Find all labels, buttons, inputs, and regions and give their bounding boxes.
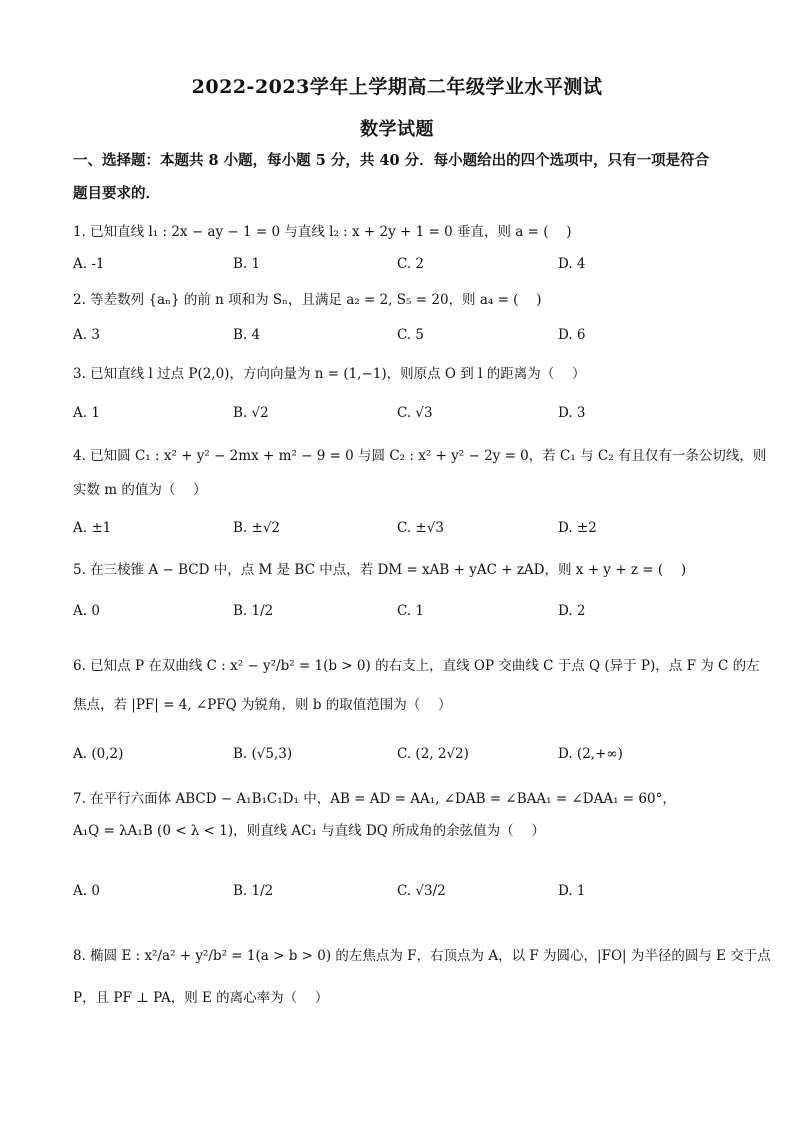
option-b: B. 1/2 [233, 603, 274, 619]
question-7-text-line-2: A₁Q = λA₁B (0 < λ < 1)，则直线 AC₁ 与直线 DQ 所成角的余弦值为（ ） [73, 823, 545, 839]
option-a: A. -1 [73, 256, 105, 272]
question-2-options [73, 327, 723, 349]
option-d: D. 6 [558, 327, 586, 343]
option-a: A. (0,2) [73, 746, 124, 762]
option-d: D. 1 [558, 883, 586, 899]
question-6-text-line-1: 6. 已知点 P 在双曲线 C : x² − y²/b² = 1(b > 0) 的右支上，直线 OP 交曲线 C 于点 Q (异于 P)，点 F 为 C 的左 [73, 658, 760, 674]
question-4 [73, 446, 767, 500]
question-3 [73, 364, 723, 384]
question-1-options [73, 256, 723, 278]
option-c: C. √3/2 [397, 883, 446, 899]
option-b: B. √2 [233, 405, 269, 421]
option-b: B. 1 [233, 256, 261, 272]
option-b: B. ±√2 [233, 520, 281, 536]
exam-subtitle: 数学试题 [360, 119, 434, 140]
question-2 [73, 290, 723, 310]
question-3-text: 3. 已知直线 l 过点 P(2,0)，方向向量为 n = (1,−1)，则原点 O 到 l 的距离为（ ） [73, 366, 586, 382]
option-c: C. 1 [397, 603, 425, 619]
option-d: D. (2,+∞) [558, 746, 623, 762]
question-4-options [73, 520, 723, 542]
question-4-text-line-1: 4. 已知圆 C₁ : x² + y² − 2mx + m² − 9 = 0 与圆 C₂ : x² + y² − 2y = 0，若 C₁ 与 C₂ 有且仅有一条公切线，则 [73, 448, 767, 464]
question-4-text-line-2: 实数 m 的值为（ ） [73, 482, 207, 498]
option-a: A. 1 [73, 405, 100, 421]
question-5-options [73, 603, 723, 625]
question-8 [73, 946, 771, 1008]
option-c: C. (2, 2√2) [397, 746, 469, 762]
question-7-options [73, 883, 723, 905]
question-7 [73, 789, 723, 841]
question-6-options [73, 746, 723, 768]
question-6-text-line-2: 焦点，若 |PF| = 4, ∠PFQ 为锐角，则 b 的取值范围为（ ） [73, 697, 452, 713]
option-a: A. 3 [73, 327, 100, 343]
exam-title: 2022-2023学年上学期高二年级学业水平测试 [191, 76, 603, 98]
question-3-options [73, 405, 723, 427]
question-1 [73, 222, 723, 242]
question-5-text: 5. 在三棱锥 A − BCD 中，点 M 是 BC 中点，若 DM = xAB + yAC + zAD，则 x + y + z = ( ) [73, 562, 687, 578]
question-8-text-line-2: P，且 PF ⊥ PA，则 E 的离心率为（ ） [73, 990, 329, 1006]
option-b: B. (√5,3) [233, 746, 293, 762]
option-c: C. 5 [397, 327, 425, 343]
option-d: D. 2 [558, 603, 586, 619]
option-b: B. 1/2 [233, 883, 274, 899]
question-6 [73, 656, 760, 715]
section-heading: 一、选择题：本题共 8 小题，每小题 5 分，共 40 分．每小题给出的四个选项中，只有一项是符合题目要求的． [73, 152, 710, 202]
option-d: D. 3 [558, 405, 586, 421]
option-d: D. ±2 [558, 520, 597, 536]
option-a: A. 0 [73, 883, 100, 899]
question-2-text: 2. 等差数列 {aₙ} 的前 n 项和为 Sₙ，且满足 a₂ = 2, S₅ = 20，则 a₄ = ( ) [73, 292, 542, 308]
option-a: A. ±1 [73, 520, 112, 536]
question-1-text: 1. 已知直线 l₁ : 2x − ay − 1 = 0 与直线 l₂ : x + 2y + 1 = 0 垂直，则 a = ( ) [73, 224, 572, 240]
option-a: A. 0 [73, 603, 100, 619]
option-d: D. 4 [558, 256, 586, 272]
option-c: C. √3 [397, 405, 433, 421]
option-c: C. 2 [397, 256, 425, 272]
option-b: B. 4 [233, 327, 261, 343]
option-c: C. ±√3 [397, 520, 444, 536]
question-8-text-line-1: 8. 椭圆 E : x²/a² + y²/b² = 1(a > b > 0) 的左焦点为 F，右顶点为 A，以 F 为圆心，|FO| 为半径的圆与 E 交于点 [73, 948, 771, 964]
question-7-text-line-1: 7. 在平行六面体 ABCD − A₁B₁C₁D₁ 中，AB = AD = AA₁, ∠DAB = ∠BAA₁ = ∠DAA₁ = 60°， [73, 791, 676, 807]
question-5 [73, 560, 723, 580]
